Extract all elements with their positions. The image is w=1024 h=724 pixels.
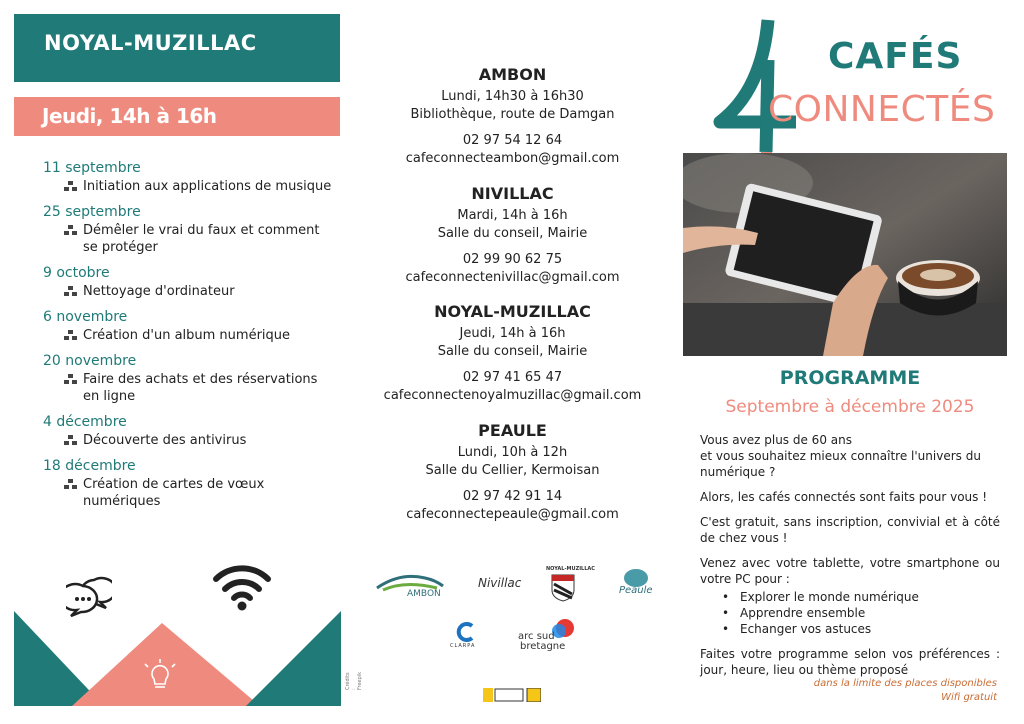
session-topic-text: Initiation aux applications de musique	[83, 179, 332, 194]
session-topic-text: Démêler le vrai du faux et comment se protéger	[83, 223, 320, 255]
venue-place: Salle du Cellier, Kermoisan	[425, 463, 600, 478]
intro-line-2: et vous souhaitez mieux connaître l'univers du numérique ?	[700, 449, 981, 479]
session-item	[43, 413, 333, 449]
session-topic	[43, 476, 333, 510]
session-topic-text: Découverte des antivirus	[83, 433, 247, 448]
network-bullet-icon	[64, 479, 77, 490]
intro-paragraph-3: C'est gratuit, sans inscription, convivial et à côté de chez vous !	[700, 515, 1000, 545]
venue-email[interactable]: cafeconnectenoyalmuzillac@gmail.com	[383, 388, 642, 403]
intro-line-1: Vous avez plus de 60 ans	[700, 433, 852, 447]
partner-badges-icon	[483, 688, 541, 702]
venue-noyal-muzillac	[370, 301, 655, 405]
venue-nivillac	[370, 183, 655, 287]
session-item	[43, 457, 333, 510]
mountain-decoration	[14, 605, 341, 706]
session-topic	[43, 222, 333, 256]
session-date: 4 décembre	[43, 414, 127, 430]
session-date: 18 décembre	[43, 458, 136, 474]
intro-text	[700, 432, 1000, 687]
session-date: 25 septembre	[43, 204, 141, 220]
venue-name: PEAULE	[478, 421, 547, 440]
session-date: 6 novembre	[43, 309, 128, 325]
network-bullet-icon	[64, 435, 77, 446]
right-panel	[680, 0, 1010, 724]
venue-phone: 02 99 90 62 75	[462, 252, 563, 267]
credit-text: Crédits : Freepik	[345, 671, 363, 690]
wifi-icon	[213, 563, 271, 611]
venue-place: Bibliothèque, route de Damgan	[410, 107, 615, 122]
venue-phone: 02 97 42 91 14	[462, 489, 563, 504]
venue-schedule: Lundi, 14h30 à 16h30	[441, 89, 584, 104]
intro-paragraph-2: Alors, les cafés connectés sont faits pour vous !	[700, 490, 988, 504]
session-date: 20 novembre	[43, 353, 137, 369]
intro-paragraph-5: Faites votre programme selon vos préférences : jour, heure, lieu ou thème proposé	[700, 647, 1000, 677]
venue-phone: 02 97 54 12 64	[462, 133, 563, 148]
title-connectes: CONNECTÉS	[768, 89, 996, 130]
venue-email[interactable]: cafeconnectepeaule@gmail.com	[406, 507, 619, 522]
benefit-item: • Explorer le monde numérique	[722, 589, 1000, 605]
session-item	[43, 159, 333, 195]
network-bullet-icon	[64, 330, 77, 341]
session-date: 11 septembre	[43, 160, 141, 176]
venue-schedule: Lundi, 10h à 12h	[457, 445, 568, 460]
venue-ambon	[370, 64, 655, 168]
intro-paragraph-4: Venez avec votre tablette, votre smartphone ou votre PC pour :	[700, 556, 1000, 586]
wifi-note: Wifi gratuit	[941, 692, 997, 703]
session-topic-text: Faire des achats et des réservations en ligne	[83, 372, 318, 404]
benefit-item: • Apprendre ensemble	[722, 605, 1000, 621]
venue-name: NIVILLAC	[471, 184, 554, 203]
programme-period: Septembre à décembre 2025	[725, 397, 975, 417]
session-topic	[43, 432, 333, 449]
venue-schedule: Jeudi, 14h à 16h	[459, 326, 566, 341]
clarpa-logo-text: CLARPA	[450, 643, 476, 649]
programme-heading: PROGRAMME	[779, 367, 921, 389]
intro-paragraph	[700, 432, 1000, 480]
session-topic	[43, 178, 333, 195]
venue-place: Salle du conseil, Mairie	[437, 344, 588, 359]
availability-note: dans la limite des places disponibles	[813, 678, 997, 689]
noyal-shield-icon	[551, 574, 575, 602]
nivillac-logo: Nivillac	[478, 576, 522, 590]
network-bullet-icon	[64, 374, 77, 385]
session-topic-text: Nettoyage d'ordinateur	[83, 284, 235, 299]
session-topic	[43, 327, 333, 344]
network-bullet-icon	[64, 181, 77, 192]
arc-sud-logo-text: arc sud	[518, 631, 555, 642]
network-bullet-icon	[64, 286, 77, 297]
venue-email[interactable]: cafeconnecteambon@gmail.com	[405, 151, 620, 166]
venue-phone: 02 97 41 65 47	[462, 370, 563, 385]
ambon-logo-text: AMBON	[407, 589, 441, 599]
venue-schedule: Mardi, 14h à 16h	[457, 208, 568, 223]
session-date: 9 octobre	[43, 265, 110, 281]
partner-logos	[370, 560, 655, 720]
noyal-logo-text: NOYAL-MUZILLAC	[546, 566, 595, 572]
venue-name: AMBON	[478, 65, 547, 84]
session-item	[43, 352, 333, 405]
session-topic-text: Création d'un album numérique	[83, 328, 291, 343]
session-topic	[43, 371, 333, 405]
benefit-item: • Echanger vos astuces	[722, 621, 1000, 637]
session-topic	[43, 283, 333, 300]
venue-email[interactable]: cafeconnectenivillac@gmail.com	[405, 270, 620, 285]
left-panel	[0, 0, 363, 724]
benefits-list	[722, 589, 1000, 637]
town-banner: NOYAL-MUZILLAC	[14, 14, 340, 82]
network-bullet-icon	[64, 225, 77, 236]
session-item	[43, 203, 333, 256]
peaule-logo-text: Peaule	[619, 585, 653, 596]
session-item	[43, 264, 333, 300]
venue-place: Salle du conseil, Mairie	[437, 226, 588, 241]
title-cafes: CAFÉS	[828, 36, 963, 77]
venue-peaule	[370, 420, 655, 524]
venue-name: NOYAL-MUZILLAC	[434, 302, 591, 321]
venues-panel	[370, 0, 655, 724]
arc-sud-logo-text-2: bretagne	[520, 641, 566, 652]
session-list	[43, 159, 333, 518]
session-item	[43, 308, 333, 344]
schedule-banner: Jeudi, 14h à 16h	[14, 97, 340, 136]
footnotes	[700, 677, 997, 705]
session-topic-text: Création de cartes de vœux numériques	[83, 477, 265, 509]
tablet-coffee-photo	[683, 153, 1007, 356]
clarpa-logo-icon	[455, 622, 475, 642]
